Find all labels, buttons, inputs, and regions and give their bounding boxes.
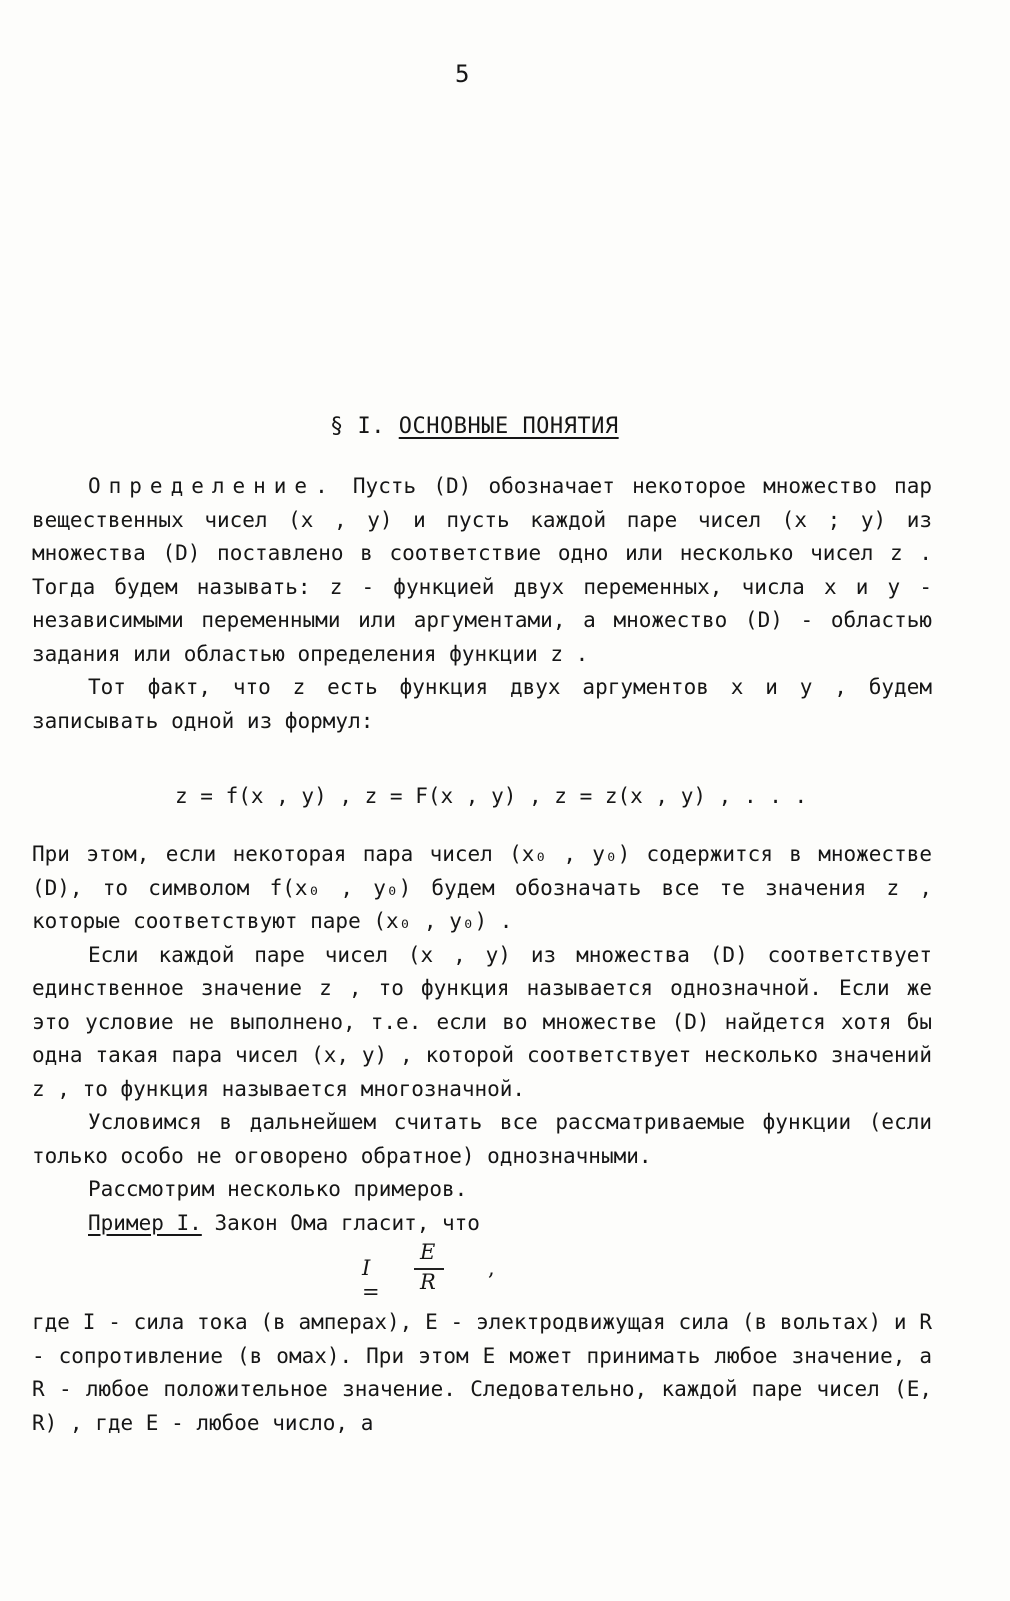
convention-paragraph: Условимся в дальнейшем считать все рассматриваемые функции (если только особо не оговорено обратное) однозначными. [32, 1110, 932, 1168]
ohm-paragraph: где I - сила тока (в амперах), E - электродвижущая сила (в вольтах) и R - сопротивление (в омах). При этом E может принимать любое значение, а R - любое положительное значение. Следовательно, каждой паре чисел (E, R) , где E - любое число, а [32, 1310, 932, 1435]
definition-text: Пусть (D) обозначает некоторое множество пар вещественных чисел (x , y) и пусть каждой паре чисел (x ; y) из множества (D) поставлено в соответствие одно или несколько чисел z . Тогда будем называть: z - функцией двух переменных, числа x и y - независимыми переменными или аргументами, а множество (D) - областью задания или областью определения функции z . [32, 474, 932, 666]
notation-paragraph: Тот факт, что z есть функция двух аргументов x и y , будем записывать одной из формул: [32, 675, 932, 733]
example-paragraph [32, 1207, 932, 1241]
examples-intro: Рассмотрим несколько примеров. [88, 1177, 468, 1201]
example-text: Закон Ома гласит, что [201, 1210, 480, 1235]
section-heading [330, 414, 619, 439]
formula-function-notation: z = f(x , y) , z = F(x , y) , z = z(x , y) , . . . [175, 784, 808, 808]
section-mark: § I. [330, 414, 385, 439]
formula-comma: , [488, 1256, 495, 1280]
definition-block [32, 470, 932, 738]
single-valued-paragraph: Если каждой паре чисел (x , y) из множества (D) соответствует единственное значение z , то функция называется однозначной. Если же это условие не выполнено, т.е. если во множестве (D) найдется хотя бы одна такая пара чисел (x, y) , которой соответствует несколько значений z , то функция называется многозначной. [32, 942, 932, 1101]
definition-lead: Определение. [88, 474, 336, 498]
main-block [32, 838, 932, 1240]
section-title: ОСНОВНЫЕ ПОНЯТИЯ [398, 414, 619, 439]
formula-numerator: E [420, 1240, 436, 1264]
ohm-block [32, 1306, 932, 1440]
value-paragraph: При этом, если некоторая пара чисел (x₀ , y₀) содержится в множестве (D), то символом f(x₀ , y₀) будем обозначать все те значения z , которые соответствуют паре (x₀ , y₀) . [32, 842, 932, 933]
page-number: 5 [455, 60, 470, 88]
formula-lhs: I = [362, 1256, 380, 1304]
example-label: Пример I. [88, 1210, 202, 1235]
definition-paragraph [32, 470, 932, 671]
formula-denominator: R [420, 1270, 436, 1294]
